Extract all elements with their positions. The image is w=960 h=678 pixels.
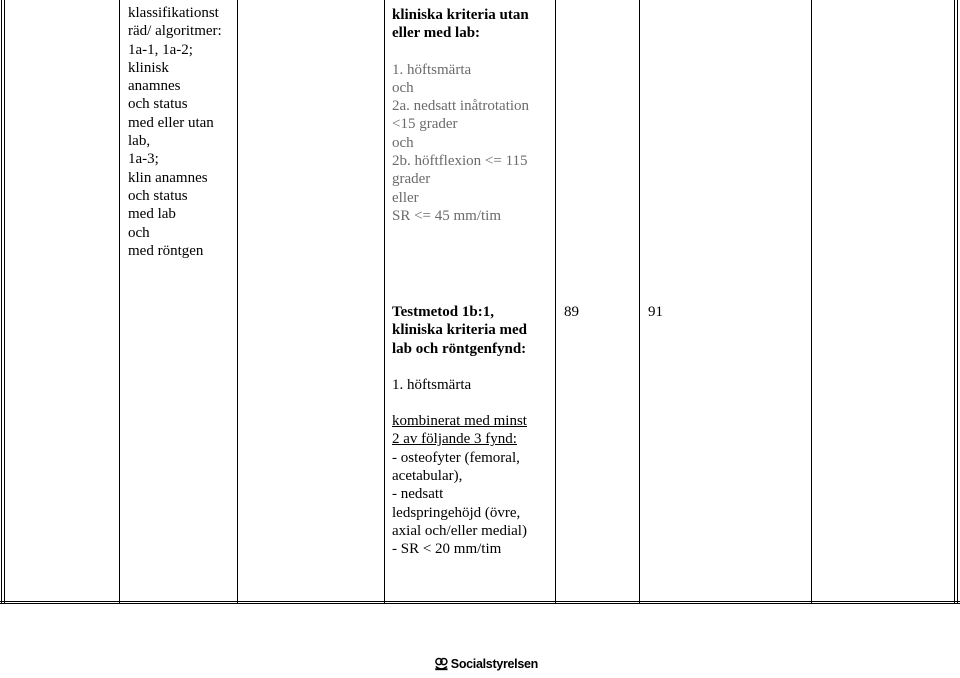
row2-finding-line: ledspringehöjd (övre, xyxy=(392,504,521,521)
method-cell xyxy=(128,4,222,260)
row2-value-a: 89 xyxy=(564,304,579,320)
row2-heading: Testmetod 1b:1, xyxy=(392,304,494,320)
column-divider xyxy=(119,0,120,604)
logo-emblem-icon xyxy=(434,652,449,676)
method-line: med röntgen xyxy=(128,242,204,259)
method-line: anamnes xyxy=(128,78,181,95)
row2-heading: lab och röntgenfynd: xyxy=(392,340,527,357)
row2-finding-line: - osteofyter (femoral, xyxy=(392,449,520,466)
method-line: med lab xyxy=(128,206,176,223)
row1-criteria-line: <15 grader xyxy=(392,116,458,133)
row1-criteria-line: grader xyxy=(392,171,431,188)
row2-value-b: 91 xyxy=(648,304,663,320)
method-line: 1a-3; xyxy=(128,151,159,168)
method-line: klinisk xyxy=(128,59,169,76)
row1-criteria-line: och xyxy=(392,79,414,96)
row1-criteria-line: 2b. höftflexion <= 115 xyxy=(392,153,528,170)
table-border-left-inner xyxy=(4,0,5,604)
method-line: räd/ algoritmer: xyxy=(128,23,222,40)
row2-criteria-cell xyxy=(392,303,527,559)
row1-heading: kliniska kriteria utan xyxy=(392,7,529,23)
row2-finding-line: axial och/eller medial) xyxy=(392,522,527,539)
method-line: klin anamnes xyxy=(128,169,208,186)
row1-criteria-line: 2a. nedsatt inåtrotation xyxy=(392,98,530,115)
row2-heading: kliniska kriteria med xyxy=(392,322,528,339)
row2-finding-line: acetabular), xyxy=(392,468,463,485)
logo-text: Socialstyrelsen xyxy=(450,657,538,671)
row1-criteria-line: 1. höftsmärta xyxy=(392,61,472,78)
table-border-left-outer xyxy=(1,0,2,604)
row1-heading: eller med lab: xyxy=(392,25,481,42)
table-border-right-inner xyxy=(954,0,955,604)
method-line: och status xyxy=(128,187,188,204)
table-border-right-outer xyxy=(957,0,958,604)
table-border-bottom-inner xyxy=(0,601,960,602)
method-line: med eller utan xyxy=(128,114,214,131)
method-line: och xyxy=(128,224,150,241)
table-border-bottom-outer xyxy=(0,603,960,604)
row1-criteria-line: eller xyxy=(392,189,419,206)
column-divider xyxy=(639,0,640,604)
column-divider xyxy=(384,0,385,604)
method-line: 1a-1, 1a-2; xyxy=(128,41,193,58)
row1-criteria-cell xyxy=(392,6,529,225)
row2-finding-line: - nedsatt xyxy=(392,486,444,503)
column-divider xyxy=(811,0,812,604)
column-divider xyxy=(237,0,238,604)
socialstyrelsen-logo xyxy=(434,652,538,676)
row2-combined-line: 2 av följande 3 fynd: xyxy=(392,431,517,448)
row2-combined-line: kombinerat med minst xyxy=(392,413,527,430)
row2-finding-line: - SR < 20 mm/tim xyxy=(392,541,502,558)
method-line: klassifikationst xyxy=(128,5,219,21)
row2-criterion: 1. höftsmärta xyxy=(392,376,472,393)
row1-criteria-line: SR <= 45 mm/tim xyxy=(392,207,502,224)
column-divider xyxy=(555,0,556,604)
method-line: och status xyxy=(128,96,188,113)
method-line: lab, xyxy=(128,133,151,150)
row1-criteria-line: och xyxy=(392,134,414,151)
